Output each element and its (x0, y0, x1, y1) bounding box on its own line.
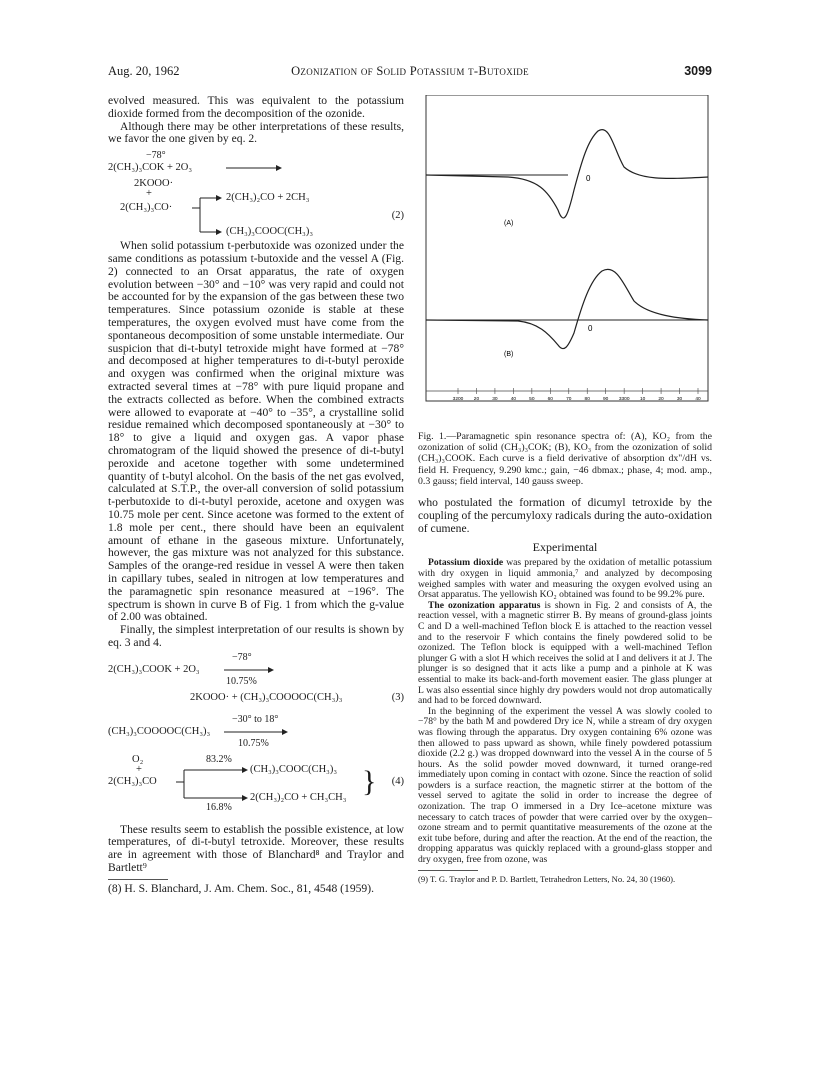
tick-label: 3300 (618, 397, 630, 402)
zero-marker-b: 0 (588, 324, 593, 333)
tick-label: 40 (695, 397, 701, 402)
branch-arrows (188, 192, 222, 238)
reaction-arrow (224, 727, 288, 737)
tick-label: 30 (492, 397, 498, 402)
equation-line: 2KOOO· (134, 178, 174, 190)
paragraph: Finally, the simplest interpretation of our results is shown by eq. 3 and 4. (108, 623, 404, 649)
tick-label: 20 (658, 397, 664, 402)
footnote-8: (8) H. S. Blanchard, J. Am. Chem. Soc., 81, 4548 (1959). (108, 881, 374, 895)
tick-label: 20 (473, 397, 480, 402)
header-title: Ozonization of Solid Potassium t-Butoxide (291, 64, 529, 78)
footnote-divider (418, 870, 478, 871)
running-header (108, 64, 712, 80)
paragraph: evolved measured. This was equivalent to the potassium dioxide formed from the decomposition of the ozonide. (108, 94, 404, 120)
header-date: Aug. 20, 1962 (108, 64, 180, 78)
equation-number: (2) (391, 210, 404, 222)
equation-lhs: 2(CH₃)₃COK + 2O₃ (108, 162, 192, 174)
figure-caption: Fig. 1.—Paramagnetic spin resonance spectra of: (A), KO₂ from the ozonization of solid (CH₃)₃COK; (B), KO₃ from the ozonization of solid (CH₃)₃COOK. Each curve is a field derivative of absorption dx"/dH vs. field H. Frequency, 9.290 kmc.; gain, −46 dbmax.; phase, 4; mod. amp., 0.3 gauss; field interval, 140 gauss sweep. (418, 431, 712, 487)
tick-labels (453, 388, 701, 402)
equation-lhs: 2(CH₃)₃CO (108, 775, 157, 787)
right-column (418, 95, 712, 884)
equation-lhs: 2(CH₃)₃COOK + 2O₃ (108, 663, 200, 675)
equation-3 (108, 652, 404, 714)
paragraph: When solid potassium t-perbutoxide was ozonized under the same conditions as potassium t-butoxide and the vessel A (Fig. 2) connected to an Orsat apparatus, the rate of oxygen evolution between −30° and −10° was very rapid and could not be accounted for by the expansion of the gas between these two temperatures. Since potassium ozonide is stable at these temperatures, the oxygen evolved must have come from the spontaneous decomposition of some unstable intermediate. Our suspicion that di-t-butyl tetroxide might have formed at −78° and decomposed at higher temperatures to di-t-butyl peroxide and oxygen was confirmed when the original mixture was extracted several times at −78° with pure liquid propane and the extracts collected as before. When the combined extracts were allowed to evaporate at −40° to −35°, a crystalline solid residue remained which decomposed spontaneously at −30° to 18° to give a liquid and oxygen gas. A vapor phase chromatogram of the liquid showed the presence of di-t-butyl peroxide and acetone together with some undetermined quantity of t-butyl alcohol. On the basis of the net gas evolved, calculated at S.T.P., the over-all conversion of solid potassium t-perbutoxide to di-t-butyl peroxide, acetone and oxygen was 10.75 mole per cent. Since acetone was formed to the extent of 1.8 mole per cent., there should have been an equivalent amount of ethane in the gaseous mixture. Unfortunately, however, the gas mixture was not analyzed for this substance. Samples of the orange-red residue in vessel A were then taken in capillary tubes, sealed in nitrogen at low temperatures and the paramagnetic spin resonance measured at −196°. The spectrum is shown in curve B of Fig. 1 from which the g-value of 2.00 was obtained. (108, 239, 404, 624)
paragraph: The ozonization apparatus is shown in Fig. 2 and consists of A, the reaction vessel, with a magnetic stirrer B. By means of ground-glass joints C and D a well-machined Teflon block E is attached to the reaction vessel and to the reservoir F which contains the finely powdered solid to be ozonized. The Teflon block is equipped with a well-machined Teflon plunger G with a slot H which receives the solid at I and delivers it at J. The plunger is so designed that it acts like a pump and a pinhole at K was essential to make its back-and-forth movement easier. The glass plunger at L was also essential since highly dry powders would not drop automatically and had to be forced downward. (418, 599, 713, 707)
equation-4 (108, 754, 404, 818)
equation-condition: −78° (232, 651, 252, 663)
equation-percent: 16.8% (206, 801, 232, 813)
footnote-divider (108, 879, 168, 880)
paragraph: who postulated the formation of dicumyl tetroxide by the coupling of the percumyloxy radicals during the auto-oxidation of cumene. (418, 496, 712, 535)
paragraph-lead: The ozonization apparatus (428, 599, 541, 611)
reaction-arrow (224, 665, 274, 675)
tick-label: 60 (547, 397, 553, 402)
equation-product: 2(CH₃)₂CO + 2CH₃ (226, 192, 310, 204)
tick-label: 90 (603, 397, 609, 402)
epr-spectra-figure (418, 95, 712, 429)
zero-marker-a: 0 (586, 174, 591, 183)
tick-label: 30 (676, 397, 683, 402)
paragraph: In the beginning of the experiment the vessel A was slowly cooled to −78° by the bath M and powdered Dry ice N, while a stream of dry oxygen was flowing through the apparatus. Dry oxygen containing 6% ozone was then allowed to pass upward as shown, while finely powdered potassium dioxide (2.2 g.) was dropped downward into the vessel A in the course of 5 hours. As the solid powder moved downward, it turned orange-red immediately upon coming in contact with ozone. Since the reaction of solid powders is a surface reaction, the magnetic stirrer at the bottom of the vessel served to agitate the solid in order to increase the degree of ozonization. The trap O immersed in a Dry Ice–acetone mixture was necessary to catch traces of powder that were carried over by the oxygen–ozone stream and to permit quantitative measurements of the ozone at the exit tube before, during and after the reaction. At the end of the reaction, the dropping apparatus was quickly replaced with a ground-glass stopper and dry oxygen, free from ozone, was (418, 705, 712, 866)
equation-product: (CH₃)₃COOC(CH₃)₃ (250, 763, 337, 775)
equation-lhs: (CH₃)₃COOOOC(CH₃)₃ (108, 725, 211, 737)
curve-label-a: (A) (504, 220, 514, 227)
equation-plus: + (146, 188, 152, 200)
spectrum-curve-a (426, 130, 708, 218)
equation-rhs: 2KOOO· + (CH₃)₃COOOOC(CH₃)₃ (190, 691, 343, 703)
tick-label: 50 (529, 397, 535, 402)
equation-yield: 10.75% (238, 737, 269, 749)
equation-number: (4) (391, 775, 404, 787)
equation-number: (3) (391, 691, 404, 703)
tick-label: 10 (639, 397, 646, 402)
figure-1 (418, 95, 712, 429)
equation-condition: −78° (146, 150, 166, 162)
page-number: 3099 (684, 64, 712, 78)
tick-label: 80 (584, 397, 590, 402)
equation-plus: + (136, 763, 142, 775)
equation-radical: 2(CH₃)₃CO· (120, 202, 173, 214)
branch-arrows (174, 764, 248, 806)
equation-product: 2(CH₃)₂CO + CH₃CH₃ (250, 791, 347, 803)
spectrum-curve-b (426, 269, 708, 348)
paragraph: Potassium dioxide was prepared by the oxidation of metallic potassium with dry oxygen in liquid ammonia,⁷ and analyzed by decomposing weighed samples with water and measuring the oxygen evolved using an Orsat apparatus. The yellowish KO₂ obtained was found to be 99.2% pure. (418, 557, 712, 601)
reaction-arrow (226, 163, 282, 173)
paragraph: Although there may be other interpretations of these results, we favor the one given by eq. 2. (108, 119, 404, 146)
equation-percent: 83.2% (206, 753, 232, 765)
brace: } (362, 764, 377, 798)
tick-label: 70 (566, 397, 572, 402)
equation-3b (108, 714, 404, 750)
figure-frame (426, 95, 708, 401)
section-heading: Experimental (532, 540, 598, 555)
paragraph-lead: Potassium dioxide (428, 557, 504, 569)
tick-label: 3200 (452, 397, 464, 402)
curve-label-b: (B) (504, 351, 514, 358)
equation-yield: 10.75% (226, 675, 257, 687)
footnote-9: (9) T. G. Traylor and P. D. Bartlett, Tetrahedron Letters, No. 24, 30 (1960). (418, 873, 676, 884)
equation-product: (CH₃)₃COOC(CH₃)₃ (226, 226, 313, 238)
left-column (108, 95, 404, 896)
equation-2 (108, 148, 404, 240)
tick-label: 40 (510, 397, 517, 402)
equation-condition: −30° to 18° (232, 713, 279, 725)
paragraph: These results seem to establish the possible existence, at low temperatures, of di-t-butyl tetroxide. Moreover, these results are in agreement with those of Blanchard⁸ and Traylor and Bartlett⁹ (108, 822, 404, 875)
equation-o2: O₂ (132, 753, 144, 765)
